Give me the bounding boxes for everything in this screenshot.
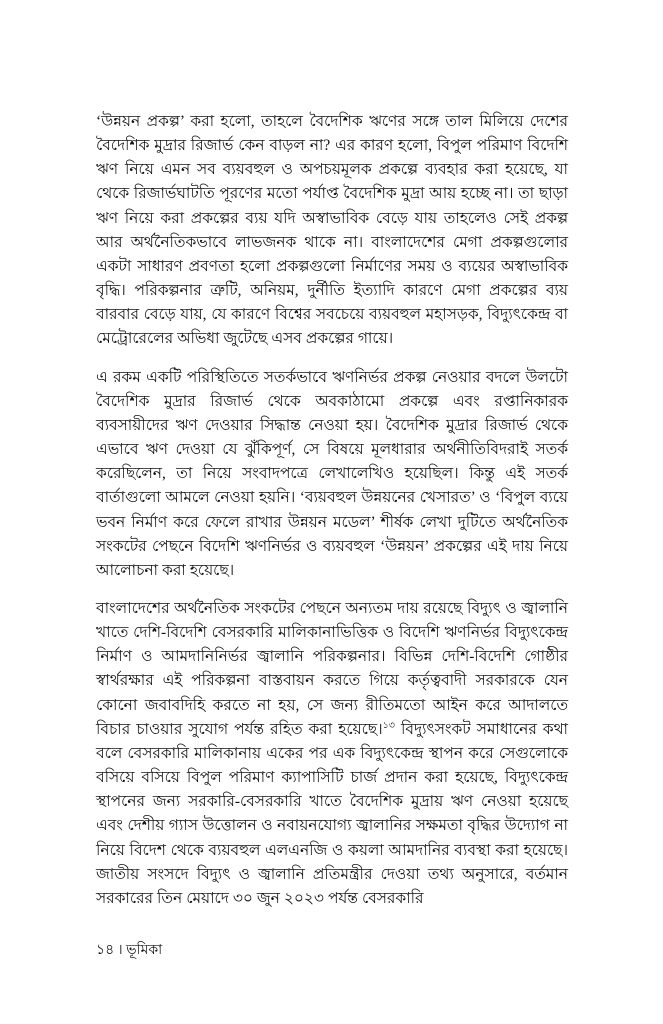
footnote-marker[interactable]: ১৩: [382, 719, 395, 731]
page-footer: ১৪ । ভূমিকা: [96, 943, 163, 958]
body-paragraph-3: [96, 597, 568, 911]
paragraph-3-text-after-footnote: বিদ্যুৎসংকট সমাধানের কথা বলে বেসরকারি মালিকানায় একের পর এক বিদ্যুৎকেন্দ্র স্থাপন করে সেগুলোকে বসিয়ে বসিয়ে বিপুল পরিমাণ ক্যাপাসিটি চার্জ প্রদান করা হয়েছে, বিদ্যুৎকেন্দ্র স্থাপনের জন্য সরকারি-বেসরকারি খাতে বৈদেশিক মুদ্রায় ঋণ নেওয়া হয়েছে এবং দেশীয় গ্যাস উত্তোলন ও নবায়নযোগ্য জ্বালানির সক্ষমতা বৃদ্ধির উদ্যোগ না নিয়ে বিদেশ থেকে ব্যয়বহুল এলএনজি ও কয়লা আমদানির ব্যবস্থা করা হয়েছে। জাতীয় সংসদে বিদ্যুৎ ও জ্বালানি প্রতিমন্ত্রীর দেওয়া তথ্য অনুসারে, বর্তমান সরকারের তিন মেয়াদে ৩০ জুন ২০২৩ পর্যন্ত বেসরকারি: [96, 720, 568, 907]
body-paragraph-2: এ রকম একটি পরিস্থিতিতে সতর্কভাবে ঋণনির্ভর প্রকল্প নেওয়ার বদলে উলটো বৈদেশিক মুদ্রার রিজার্ভ থেকে অবকাঠামো প্রকল্পে এবং রপ্তানিকারক ব্যবসায়ীদের ঋণ দেওয়ার সিদ্ধান্ত নেওয়া হয়। বৈদেশিক মুদ্রার রিজার্ভ থেকে এভাবে ঋণ দেওয়া যে ঝুঁকিপূর্ণ, সে বিষয়ে মূলধারার অর্থনীতিবিদরাই সতর্ক করেছিলেন, তা নিয়ে সংবাদপত্রে লেখালেখিও হয়েছিল। কিন্তু এই সতর্ক বার্তাগুলো আমলে নেওয়া হয়নি। ‘ব্যয়বহুল উন্নয়নের খেসারত’ ও ‘বিপুল ব্যয়ে ভবন নির্মাণ করে ফেলে রাখার উন্নয়ন মডেল’ শীর্ষক লেখা দুটিতে অর্থনৈতিক সংকটের পেছনে বিদেশি ঋণনির্ভর ও ব্যয়বহুল ‘উন্নয়ন’ প্রকল্পের এই দায় নিয়ে আলোচনা করা হয়েছে।: [96, 368, 568, 579]
paragraph-3-text-before-footnote: বাংলাদেশের অর্থনৈতিক সংকটের পেছনে অন্যতম দায় রয়েছে বিদ্যুৎ ও জ্বালানি খাতে দেশি-বিদেশি বেসরকারি মালিকানাভিত্তিক ও বিদেশি ঋণনির্ভর বিদ্যুৎকেন্দ্র নির্মাণ ও আমদানিনির্ভর জ্বালানি পরিকল্পনার। বিভিন্ন দেশি-বিদেশি গোষ্ঠীর স্বার্থরক্ষার এই পরিকল্পনা বাস্তবায়ন করতে গিয়ে কর্তৃত্ববাদী সরকারকে যেন কোনো জবাবদিহি করতে না হয়, সে জন্য রীতিমতো আইন করে আদালতে বিচার চাওয়ার সুযোগ পর্যন্ত রহিত করা হয়েছে।: [96, 599, 568, 738]
page-text-block: [96, 110, 568, 911]
body-paragraph-1: ‘উন্নয়ন প্রকল্প’ করা হলো, তাহলে বৈদেশিক ঋণের সঙ্গে তাল মিলিয়ে দেশের বৈদেশিক মুদ্রার রিজার্ভ কেন বাড়ল না? এর কারণ হলো, বিপুল পরিমাণ বিদেশি ঋণ নিয়ে এমন সব ব্যয়বহুল ও অপচয়মূলক প্রকল্পে ব্যবহার করা হয়েছে, যা থেকে রিজার্ভঘাটতি পূরণের মতো পর্যাপ্ত বৈদেশিক মুদ্রা আয় হচ্ছে না। তা ছাড়া ঋণ নিয়ে করা প্রকল্পের ব্যয় যদি অস্বাভাবিক বেড়ে যায় তাহলেও সেই প্রকল্প আর অর্থনৈতিকভাবে লাভজনক থাকে না। বাংলাদেশের মেগা প্রকল্পগুলোর একটা সাধারণ প্রবণতা হলো প্রকল্পগুলো নির্মাণের সময় ও ব্যয়ের অস্বাভাবিক বৃদ্ধি। পরিকল্পনার ত্রুটি, অনিয়ম, দুর্নীতি ইত্যাদি কারণে মেগা প্রকল্পের ব্যয় বারবার বেড়ে যায়, যে কারণে বিশ্বের সবচেয়ে ব্যয়বহুল মহাসড়ক, বিদ্যুৎকেন্দ্র বা মেট্রোরেলের অভিধা জুটেছে এসব প্রকল্পের গায়ে।: [96, 113, 568, 348]
